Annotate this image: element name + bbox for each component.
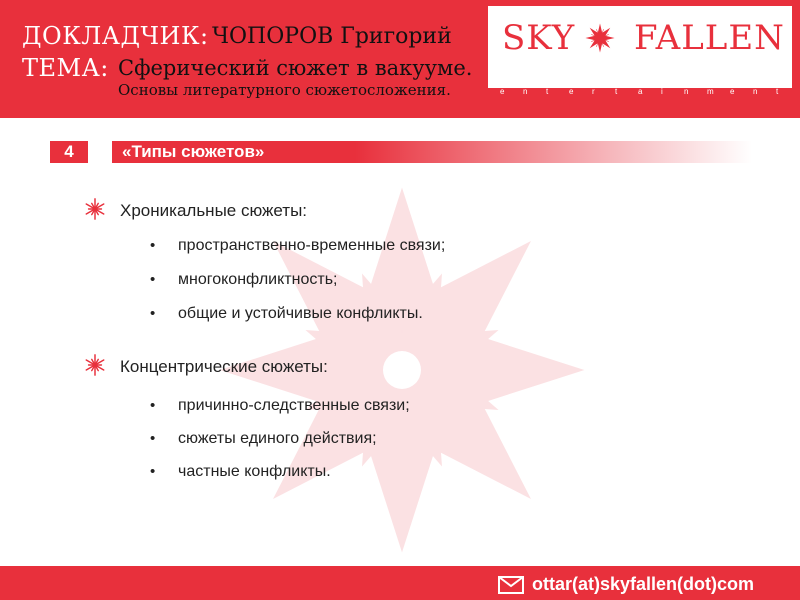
envelope-icon <box>498 576 524 594</box>
list-item: пространственно-временные связи; <box>178 237 446 254</box>
logo-word-fallen: FALLEN <box>634 18 785 58</box>
bullet-icon: • <box>150 463 156 480</box>
topic-title: Сферический сюжет в вакууме. <box>118 56 473 80</box>
tagline-letter: e <box>730 87 735 96</box>
speaker-label: ДОКЛАДЧИК: <box>22 22 209 50</box>
topic-subtitle: Основы литературного сюжетосложения. <box>118 81 451 99</box>
bullet-icon: • <box>150 271 156 288</box>
tagline-letter: e <box>569 87 574 96</box>
bullet-icon: • <box>150 305 156 322</box>
group-title-concentric: Концентрические сюжеты: <box>120 357 328 376</box>
tagline-letter: n <box>753 87 758 96</box>
speaker-name: ЧОПОРОВ Григорий <box>212 24 452 49</box>
slide-number-badge: 4 <box>50 141 88 163</box>
list-item: общие и устойчивые конфликты. <box>178 305 423 322</box>
list-item: сюжеты единого действия; <box>178 430 377 447</box>
topic-label: ТЕМА: <box>22 54 109 82</box>
tagline-letter: r <box>592 87 595 96</box>
tagline-letter: t <box>546 87 549 96</box>
tagline-letter: t <box>776 87 779 96</box>
star-burst-icon <box>84 198 106 220</box>
bullet-icon: • <box>150 397 156 414</box>
logo-word-sky: SKY <box>502 18 576 58</box>
tagline-letter: n <box>684 87 689 96</box>
skyfallen-logo <box>488 6 792 88</box>
contact-email-link[interactable]: ottar(at)skyfallen(dot)com <box>532 574 755 594</box>
group-title-chronicle: Хроникальные сюжеты: <box>120 201 308 220</box>
list-item: многоконфликтность; <box>178 271 338 288</box>
tagline-letter: t <box>615 87 618 96</box>
footer-bar <box>0 566 800 600</box>
tagline-letter: n <box>523 87 528 96</box>
tagline-letter: a <box>638 87 643 96</box>
tagline-letter: e <box>500 87 505 96</box>
tagline-letter: i <box>661 87 663 96</box>
section-title: «Типы сюжетов» <box>122 142 265 161</box>
star-burst-icon <box>84 354 106 376</box>
logo-tagline <box>488 87 792 97</box>
list-item: частные конфликты. <box>178 463 331 480</box>
content-panel <box>0 118 800 566</box>
logo-star-icon <box>572 10 628 66</box>
bullet-icon: • <box>150 237 156 254</box>
list-item: причинно-следственные связи; <box>178 397 410 414</box>
tagline-letter: m <box>707 87 714 96</box>
bullet-icon: • <box>150 430 156 447</box>
